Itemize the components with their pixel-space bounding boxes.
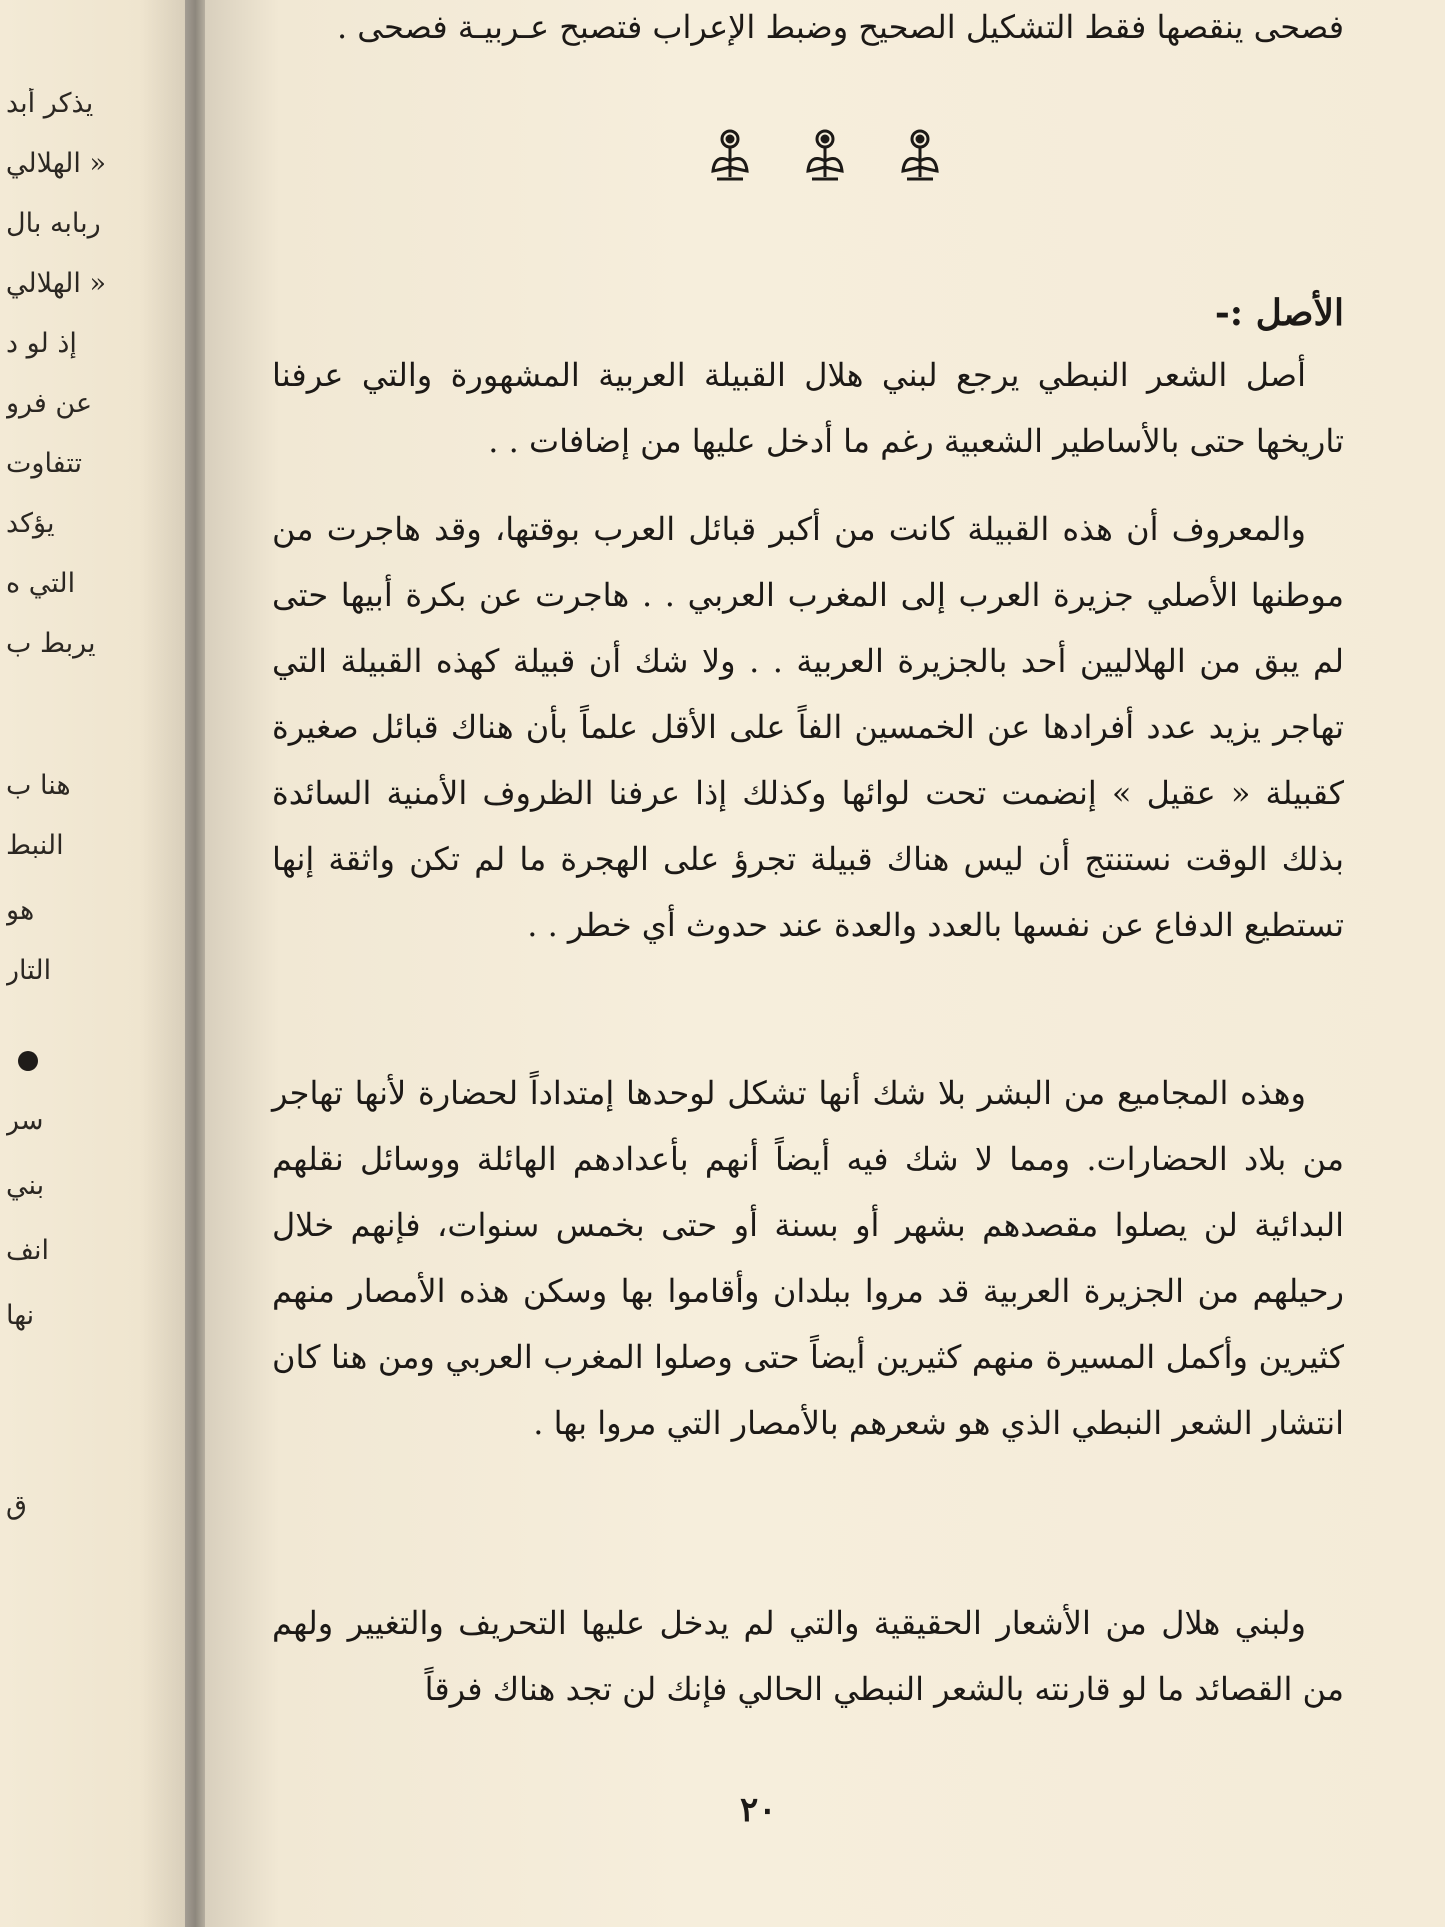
top-paragraph: فصحى ينقصها فقط التشكيل الصحيح وضبط الإعراب فتصبح عـربيـة فصحى .: [336, 8, 1344, 46]
paragraph: وهذه المجاميع من البشر بلا شك أنها تشكل لوحدها إمتداداً لحضارة لأنها تهاجر من بلاد الحضارات. ومما لا شك فيه أيضاً أنهم بأعدادهم الهائلة ووسائل نقلهم البدائية لن يصلوا مقصدهم بشهر أو بسنة أو حتى بخمس سنوات، فإنهم خلال رحيلهم من الجزيرة العربية قد مروا ببلدان وأقاموا بها وسكن هذه الأمصار منهم كثيرين وأكمل المسيرة منهم كثيرين أيضاً حتى وصلوا المغرب العربي ومن هنا كان انتشار الشعر النبطي الذي هو شعرهم بالأمصار التي مروا بها .: [272, 1074, 1344, 1442]
left-page-line: سر: [6, 1105, 44, 1136]
flower-ornament-icon: [705, 127, 755, 183]
left-page-line: انف: [6, 1235, 49, 1266]
left-page-line: « الهلالي: [6, 148, 106, 179]
left-page-line: التي ه: [6, 568, 76, 599]
bullet-icon: [18, 1051, 38, 1071]
left-page-line: « الهلالي: [6, 268, 106, 299]
left-page-line: تتفاوت: [6, 448, 83, 479]
left-page-line: هو: [6, 895, 35, 926]
paragraph: ولبني هلال من الأشعار الحقيقية والتي لم يدخل عليها التحريف والتغيير ولهم من القصائد ما لو قارنته بالشعر النبطي الحالي فإنك لن تجد هناك فرقاً: [272, 1604, 1344, 1708]
left-page-line: يربط ب: [6, 628, 96, 659]
left-page-line: التار: [6, 955, 52, 986]
paragraph: والمعروف أن هذه القبيلة كانت من أكبر قبائل العرب بوقتها، وقد هاجرت من موطنها الأصلي جزيرة العرب إلى المغرب العربي . . هاجرت عن بكرة أبيها حتى لم يبق من الهلاليين أحد بالجزيرة العربية . . ولا شك أن قبيلة كهذه القبيلة التي تهاجر يزيد عدد أفرادها عن الخمسين الفاً على الأقل علماً بأن هناك قبائل صغيرة كقبيلة « عقيل » إنضمت تحت لوائها وكذلك إذا عرفنا الظروف الأمنية السائدة بذلك الوقت نستنتج أن ليس هناك قبيلة تجرؤ على الهجرة ما لم تكن واثقة إنها تستطيع الدفاع عن نفسها بالعدد والعدة عند حدوث أي خطر . .: [272, 510, 1345, 944]
left-page-line: يذكر أبد: [6, 88, 94, 119]
page-number: ٢٠: [740, 1790, 777, 1830]
left-page-line: نها: [6, 1300, 35, 1331]
left-page-line: عن فرو: [6, 388, 93, 419]
left-page-line: النبط: [6, 830, 64, 861]
left-page: [0, 0, 200, 1927]
flower-ornament-icon: [800, 127, 850, 183]
left-page-line: يؤكد: [6, 508, 55, 539]
left-page-line: بني: [6, 1170, 45, 1201]
paragraph: أصل الشعر النبطي يرجع لبني هلال القبيلة العربية المشهورة والتي عرفنا تاريخها حتى بالأساطير الشعبية رغم ما أدخل عليها من إضافات . .: [272, 356, 1344, 460]
flower-ornament-icon: [895, 127, 945, 183]
left-page-line: هنا ب: [6, 770, 71, 801]
left-page-line: ربابه بال: [6, 208, 101, 239]
section-heading: الأصل :-: [1214, 292, 1344, 334]
left-page-line: ق: [6, 1490, 27, 1521]
left-page-line: إذ لو د: [6, 328, 77, 359]
section-ornaments: [705, 125, 945, 185]
